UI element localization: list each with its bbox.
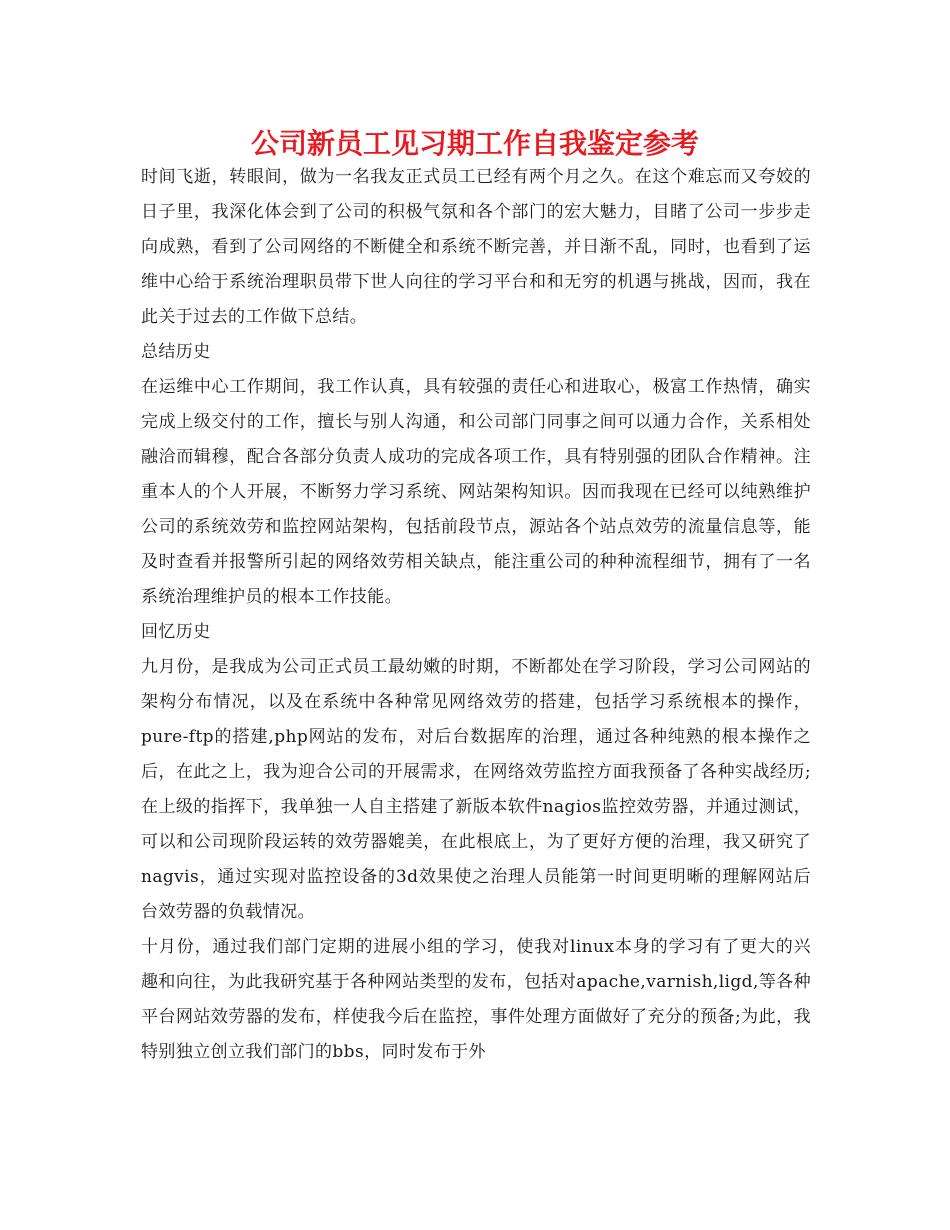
document-body (141, 160, 811, 1070)
section-heading-summary: 总结历史 (141, 342, 211, 362)
document-title: 公司新员工见习期工作自我鉴定参考 (250, 127, 699, 160)
summary-paragraph: 在运维中心工作期间，我工作认真，具有较强的责任心和进取心，极富工作热情，确实完成上级交付的工作，擅长与别人沟通，和公司部门同事之间可以通力合作，关系相处融洽而辑穆，配合各部分负责人成功的完成各项工作，具有特别强的团队合作精神。注重本人的个人开展，不断努力学习系统、网站架构知识。因而我现在已经可以纯熟维护公司的系统效劳和监控网站架构，包括前段节点，源站各个站点效劳的流量信息等，能及时查看并报警所引起的网络效劳相关缺点，能注重公司的种种流程细节，拥有了一名系统治理维护员的根本工作技能。 (141, 377, 811, 607)
october-paragraph: 十月份，通过我们部门定期的进展小组的学习，使我对linux本身的学习有了更大的兴趣和向往，为此我研究基于各种网站类型的发布，包括对apache,varnish,ligd,等各种平台网站效劳器的发布，样使我今后在监控，事件处理方面做好了充分的预备;为此，我特别独立创立我们部门的bbs，同时发布于外 (141, 937, 811, 1062)
intro-paragraph: 时间飞逝，转眼间，做为一名我友正式员工已经有两个月之久。在这个难忘而又夸姣的日子里，我深化体会到了公司的积极气氛和各个部门的宏大魅力，目睹了公司一步步走向成熟，看到了公司网络的不断健全和系统不断完善，并日渐不乱，同时，也看到了运维中心给于系统治理职员带下世人向往的学习平台和和无穷的机遇与挑战，因而，我在此关于过去的工作做下总结。 (141, 167, 811, 327)
september-paragraph: 九月份，是我成为公司正式员工最幼嫩的时期，不断都处在学习阶段，学习公司网站的架构分布情况，以及在系统中各种常见网络效劳的搭建，包括学习系统根本的操作，pure-ftp的搭建,php网站的发布，对后台数据库的治理，通过各种纯熟的根本操作之后，在此之上，我为迎合公司的开展需求，在网络效劳监控方面我预备了各种实战经历;在上级的指挥下，我单独一人自主搭建了新版本软件nagios监控效劳器，并通过测试，可以和公司现阶段运转的效劳器媲美，在此根底上，为了更好方便的治理，我又研究了nagvis，通过实现对监控设备的3d效果使之治理人员能第一时间更明晰的理解网站后台效劳器的负载情况。 (141, 657, 811, 922)
section-heading-review: 回忆历史 (141, 622, 211, 642)
